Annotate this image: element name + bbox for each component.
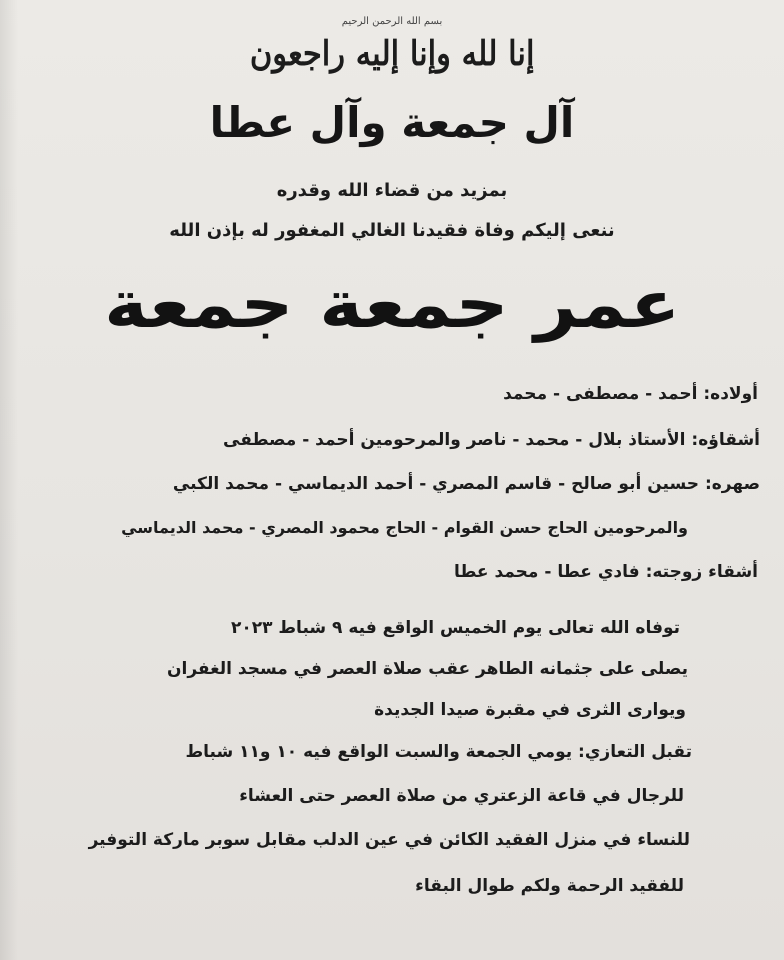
sons-value: أحمد - مصطفى - محمد <box>503 384 698 404</box>
prayer-line: يصلى على جثمانه الطاهر عقب صلاة العصر في مسجد الغفران <box>167 659 688 679</box>
condolence-days-line: تقبل التعازي: يومي الجمعة والسبت الواقع فيه ١٠ و١١ شباط <box>185 742 692 762</box>
in-laws-line <box>173 474 760 494</box>
in-laws-value: حسين أبو صالح - قاسم المصري - أحمد الديماسي - محمد الكبي <box>172 474 700 494</box>
wife-siblings-line <box>454 562 758 582</box>
deceased-name <box>0 266 784 343</box>
death-date-line: توفاه الله تعالى يوم الخميس الواقع فيه ٩ شباط ٢٠٢٣ <box>230 618 680 638</box>
wife-siblings-label: أشقاء زوجته: <box>645 562 758 582</box>
basmala-text: بسم الله الرحمن الرحيم <box>341 16 443 27</box>
brothers-line <box>223 430 760 450</box>
sons-label: أولاده: <box>703 384 758 404</box>
closing-line: للفقيد الرحمة ولكم طوال البقاء <box>415 876 684 896</box>
wife-siblings-value: فادي عطا - محمد عطا <box>453 562 640 582</box>
quran-verse-text: إنا لله وإنا إليه راجعون <box>249 34 535 74</box>
intro-line-2: ننعى إليكم وفاة فقيدنا الغالي المغفور له بإذن الله <box>169 220 615 241</box>
burial-line: ويوارى الثرى في مقبرة صيدا الجديدة <box>374 700 686 720</box>
deceased-name-text: عمر جمعة جمعة <box>103 266 681 343</box>
brothers-value: الأستاذ بلال - محمد - ناصر والمرحومين أحمد - مصطفى <box>223 430 686 450</box>
men-condolence-line: للرجال في قاعة الزعتري من صلاة العصر حتى العشاء <box>239 786 684 806</box>
late-relatives-line: والمرحومين الحاج حسن القوام - الحاج محمود المصري - محمد الديماسي <box>121 518 688 537</box>
intro-line-1: بمزيد من قضاء الله وقدره <box>276 180 508 201</box>
women-condolence-line: للنساء في منزل الفقيد الكائن في عين الدلب مقابل سوبر ماركة التوفير <box>88 830 690 850</box>
in-laws-label: صهره: <box>704 474 760 494</box>
quran-verse <box>0 34 784 74</box>
brothers-label: أشقاؤه: <box>691 430 760 450</box>
sons-line <box>503 384 758 404</box>
family-names-heading: آل جمعة وآل عطا <box>209 98 575 147</box>
